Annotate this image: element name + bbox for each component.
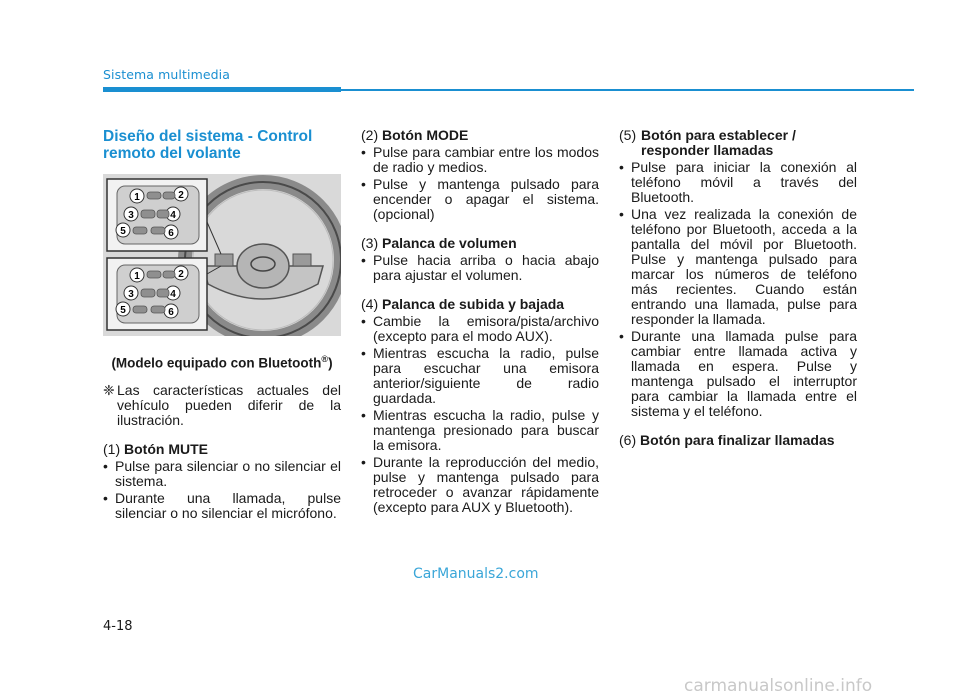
subheading-call-end: (6) Botón para finalizar llamadas (619, 432, 835, 448)
list-item: • Cambie la emisora/pista/archivo (excepto para el modo AUX). (361, 313, 599, 344)
subheading-mode: (2) Botón MODE (361, 127, 469, 143)
list-item: • Una vez realizada la conexión de teléfono por Bluetooth, acceda a la pantalla del móvil por Bluetooth. Pulse y mantenga pulsado para marcar los números de teléfono más recientes. Cuando están entrando una llamada, pulse para responder la llamada. (619, 206, 857, 327)
steering-wheel-drawing (103, 174, 341, 336)
subheading-seek: (4) Palanca de subida y bajada (361, 296, 565, 312)
header-rule-thin (341, 89, 914, 91)
callout-2-top: 2 (178, 190, 184, 201)
list-item: • Pulse hacia arriba o hacia abajo para ajustar el volumen. (361, 252, 599, 283)
list-item: • Mientras escucha la radio, pulse para escuchar una emisora anterior/siguiente de radio guardada. (361, 345, 599, 406)
column-2 (361, 128, 599, 529)
callout-1-top: 1 (134, 192, 140, 203)
list-item: • Durante una llamada, pulse silenciar o no silenciar el micrófono. (103, 489, 341, 521)
list-item: • Pulse para cambiar entre los modos de radio y medios. (361, 144, 599, 175)
callout-3-bottom: 3 (128, 289, 134, 300)
list-volume (361, 253, 599, 283)
watermark-bottom[interactable]: carmanualsonline.info (684, 676, 873, 696)
callout-2-bottom: 2 (178, 269, 184, 280)
note (103, 383, 341, 428)
section-title: Sistema multimedia (103, 67, 231, 82)
subheading-call-answer: (5) Botón para establecer / responder llamadas (619, 127, 796, 158)
callout-6-bottom: 6 (168, 307, 174, 318)
steering-wheel-illustration (103, 174, 341, 336)
page-number: 4-18 (103, 619, 133, 634)
header-rule-thick (103, 87, 341, 92)
list-item: • Pulse para silenciar o no silenciar el sistema. (103, 457, 341, 489)
callout-5-top: 5 (120, 226, 126, 237)
subheading-mute: (1) Botón MUTE (103, 440, 208, 457)
watermark-center[interactable]: CarManuals2.com (413, 566, 539, 582)
column-1 (103, 128, 341, 535)
list-mode (361, 145, 599, 222)
figure-caption: (Modelo equipado con Bluetooth®) (111, 354, 333, 371)
list-item: • Pulse y mantenga pulsado para encender o apagar el sistema. (opcional) (361, 176, 599, 222)
list-seek (361, 314, 599, 515)
callout-4-top: 4 (170, 210, 176, 221)
callout-5-bottom: 5 (120, 305, 126, 316)
callout-3-top: 3 (128, 210, 134, 221)
callout-6-top: 6 (168, 228, 174, 239)
callout-1-bottom: 1 (134, 271, 140, 282)
column-3 (619, 128, 857, 450)
list-item: • Durante una llamada pulse para cambiar entre llamada activa y llamada en espera. Pulse y mantenga pulsado el interruptor para cambiar la llamada entre el sistema y el teléfono. (619, 328, 857, 419)
note-text: Las características actuales del vehículo pueden diferir de la ilustración. (117, 381, 341, 428)
callout-4-bottom: 4 (170, 289, 176, 300)
list-item: • Mientras escucha la radio, pulse y mantenga presionado para buscar la emisora. (361, 407, 599, 453)
subheading-volume: (3) Palanca de volumen (361, 235, 517, 251)
note-mark-icon: ❈ (103, 381, 115, 398)
section-heading: Diseño del sistema - Control remoto del volante (103, 128, 313, 162)
list-call-answer (619, 160, 857, 419)
list-item: • Durante la reproducción del medio, pulse y mantenga pulsado para retroceder o avanzar rápidamente (excepto para AUX y Bluetooth). (361, 454, 599, 515)
list-mute (103, 459, 341, 521)
list-item: • Pulse para iniciar la conexión al teléfono móvil a través del Bluetooth. (619, 159, 857, 205)
